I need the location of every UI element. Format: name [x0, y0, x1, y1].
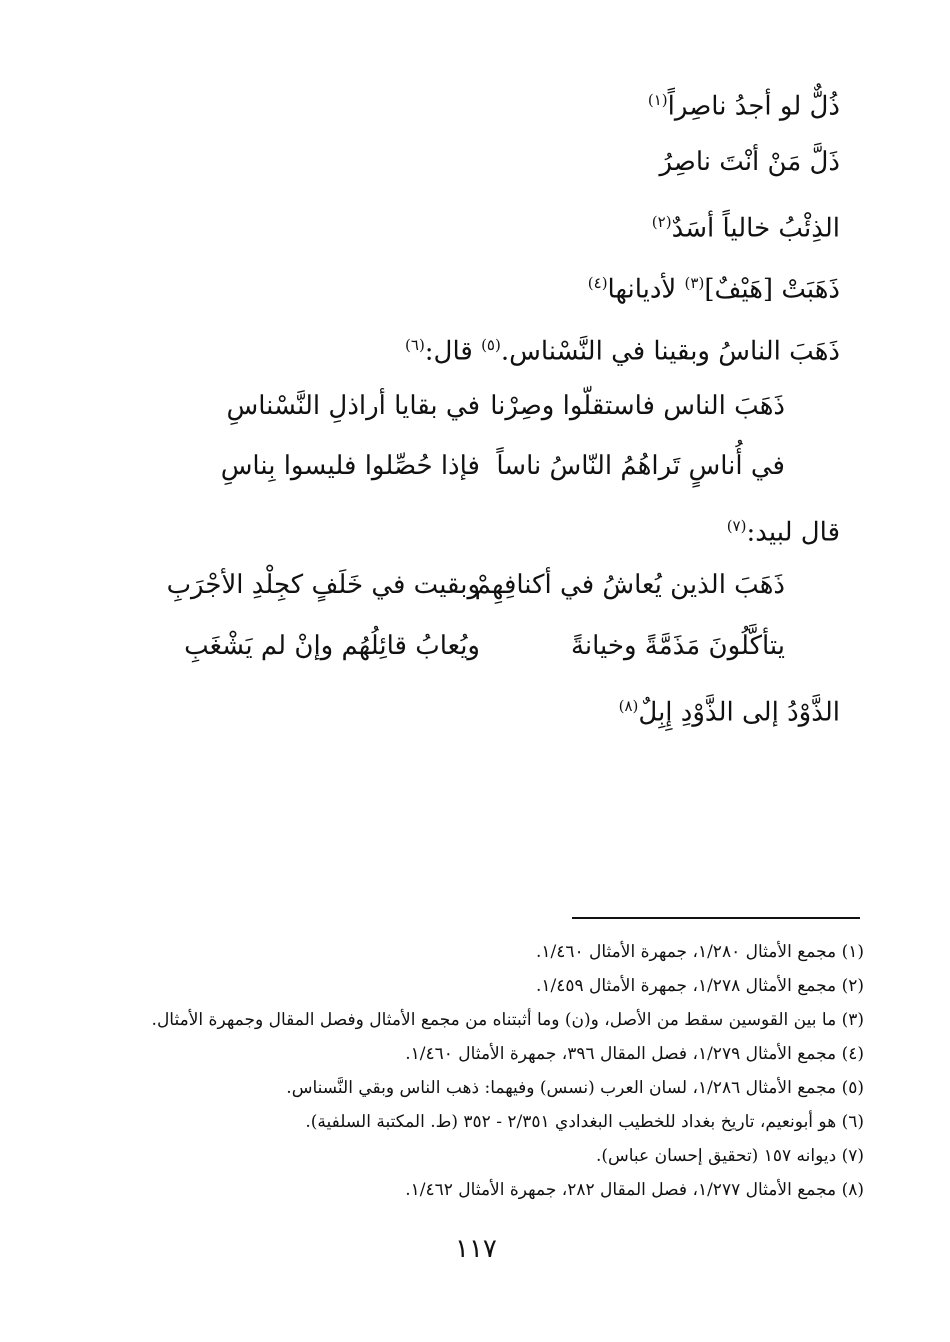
footnote-marker: (٥)	[481, 336, 501, 354]
footnote-marker: (١)	[647, 91, 668, 109]
footnote-marker: (٨)	[618, 697, 639, 715]
proverb-line-1	[648, 80, 840, 127]
proverb-text: الذِئْبُ خالياً أسَدٌ	[671, 213, 840, 244]
verse-line-4	[0, 626, 950, 666]
proverb-text: الذَّوْدُ إلى الذَّوْدِ إِبِلٌ	[638, 697, 840, 728]
proverb-line-6	[619, 686, 840, 733]
proverb-text-continued: قال:	[424, 336, 482, 367]
footnote-item: (٦) هو أبونعيم، تاريخ بغداد للخطيب البغدادي ٢/٣٥١ - ٣٥٢ (ط. المكتبة السلفية).	[305, 1112, 864, 1132]
proverb-line-2	[659, 142, 840, 182]
footnote-item: (٣) ما بين القوسين سقط من الأصل، و(ن) وما أثبتناه من مجمع الأمثال وفصل المقال وجمهرة الأمثال.	[151, 1010, 864, 1030]
verse-line-3	[0, 565, 950, 605]
attribution-text: قال لبيد:	[746, 517, 840, 548]
footnote-item: (٨) مجمع الأمثال ١/٢٧٧، فصل المقال ٢٨٢، جمهرة الأمثال ١/٤٦٢.	[405, 1180, 864, 1200]
proverb-line-3	[652, 202, 840, 249]
footnote-item: (١) مجمع الأمثال ١/٢٨٠، جمهرة الأمثال ١/٤٦٠.	[535, 942, 864, 962]
proverb-text: ذَهَبَ الناسُ وبقينا في النَّسْناس.	[500, 336, 840, 367]
verse-hemistich-second: وبقيت في خَلَفٍ كجِلْدِ الأجْرَبِ	[166, 570, 480, 600]
verse-hemistich-first: ذَهَبَ الذين يُعاشُ في أكنافِهِمْ	[474, 570, 785, 600]
proverb-text: ذَهَبَتْ [هَيْفٌ]	[704, 274, 840, 305]
footnote-item: (٥) مجمع الأمثال ١/٢٨٦، لسان العرب (نسس) وفيهما: ذهب الناس وبقي النَّسناس.	[286, 1078, 864, 1098]
footnote-marker: (٤)	[587, 274, 608, 292]
verse-line-1	[0, 386, 950, 426]
proverb-text: ذَلَّ مَنْ أنْتَ ناصِرُ	[659, 147, 840, 177]
proverb-line-4	[588, 263, 840, 310]
verse-line-2	[0, 446, 950, 486]
verse-hemistich-first: في أُناسٍ تَراهُمُ النّاسُ ناساً	[496, 451, 785, 481]
footnote-marker: (٢)	[651, 213, 672, 231]
verse-hemistich-second: فإذا حُصِّلوا فليسوا بِناسِ	[220, 451, 480, 481]
verse-hemistich-first: يتأكَّلُونَ مَذَمَّةً وخيانةً	[570, 631, 785, 661]
footnote-marker: (٣)	[684, 274, 705, 292]
proverb-text: ذُلٌّ لو أجدُ ناصِراً	[667, 91, 840, 122]
footnote-marker: (٧)	[726, 517, 747, 535]
footnote-item: (٧) ديوانه ١٥٧ (تحقيق إحسان عباس).	[595, 1146, 864, 1166]
footnote-marker: (٦)	[405, 336, 425, 354]
verse-hemistich-second: في بقايا أراذلِ النَّسْناسِ	[226, 391, 480, 421]
footnote-item: (٤) مجمع الأمثال ١/٢٧٩، فصل المقال ٣٩٦، جمهرة الأمثال ١/٤٦٠.	[405, 1044, 864, 1064]
footnotes	[144, 935, 864, 1207]
verse-hemistich-second: ويُعابُ قائِلُهُم وإنْ لم يَشْغَبِ	[184, 631, 480, 661]
footnote-item: (٢) مجمع الأمثال ١/٢٧٨، جمهرة الأمثال ١/٤٥٩.	[535, 976, 864, 996]
footnote-separator	[572, 917, 860, 919]
poet-attribution	[727, 506, 840, 553]
verse-hemistich-first: ذَهَبَ الناس فاستقلّوا وصِرْنا	[490, 391, 785, 421]
proverb-text-continued: لأديانها	[607, 274, 685, 305]
proverb-line-5	[405, 325, 840, 372]
page-number: ١١٧	[455, 1234, 497, 1264]
